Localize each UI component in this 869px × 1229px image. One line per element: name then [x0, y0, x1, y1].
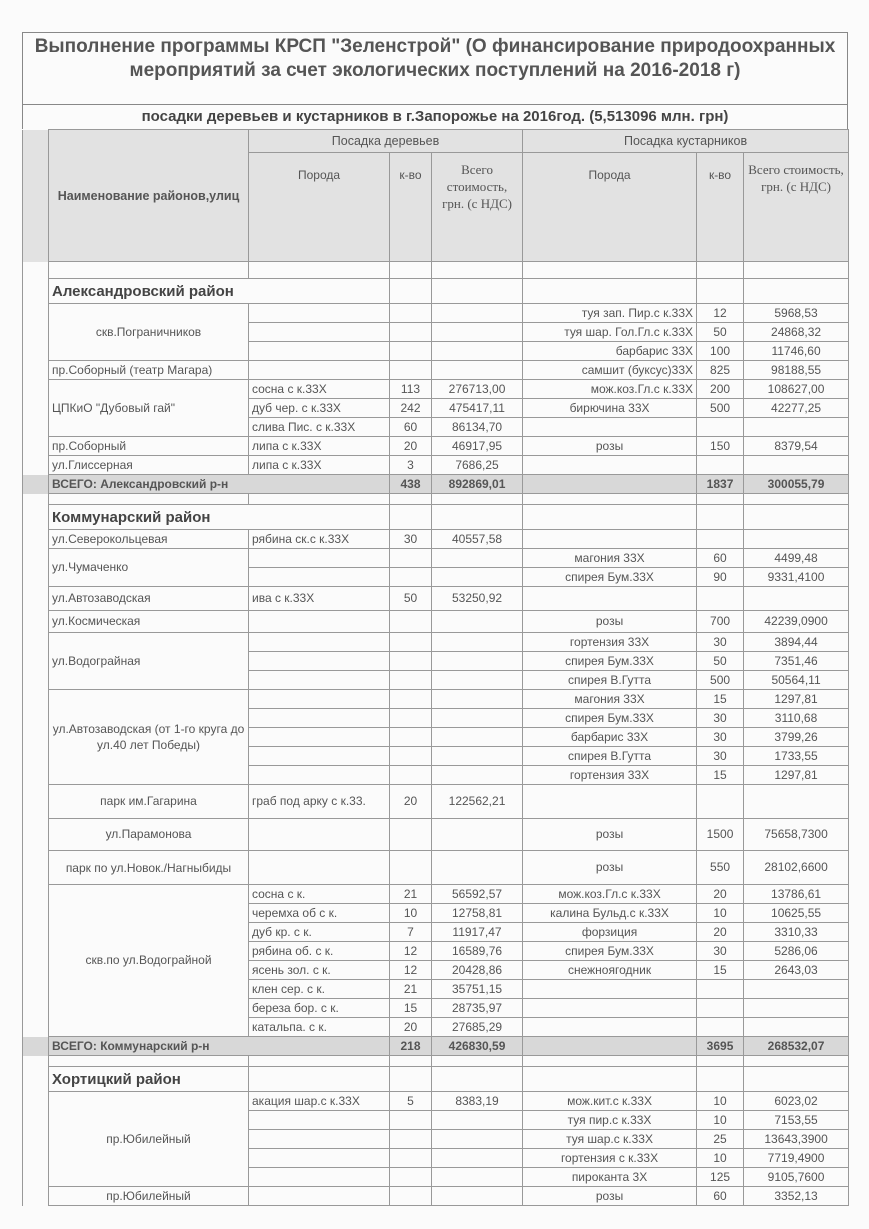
tree-breed: ясень зол. с к. — [249, 961, 390, 980]
shrub-breed: спирея В.Гутта — [523, 671, 697, 690]
shrub-cost: 10625,55 — [744, 904, 849, 923]
place-name: парк по ул.Новок./Нагныбиды — [49, 851, 249, 885]
tree-breed: липа с к.33Х — [249, 437, 390, 456]
shrub-qty: 50 — [697, 323, 744, 342]
header-shrubs-group: Посадка кустарников — [523, 130, 849, 153]
tree-cost: 53250,92 — [432, 587, 523, 611]
shrub-cost: 3894,44 — [744, 633, 849, 652]
shrub-qty: 500 — [697, 399, 744, 418]
table-row — [23, 633, 849, 652]
shrub-qty: 150 — [697, 437, 744, 456]
header-name: Наименование районов,улиц — [49, 130, 249, 262]
shrub-qty: 10 — [697, 1149, 744, 1168]
shrub-qty: 30 — [697, 747, 744, 766]
tree-breed: слива Пис. с к.33Х — [249, 418, 390, 437]
shrub-qty: 1500 — [697, 819, 744, 851]
shrub-qty: 20 — [697, 923, 744, 942]
shrub-breed: гортензия 33Х — [523, 633, 697, 652]
place-name: пр.Юбилейный — [49, 1092, 249, 1187]
tree-cost: 46917,95 — [432, 437, 523, 456]
shrub-breed: мож.коз.Гл.с к.33Х — [523, 885, 697, 904]
tree-qty: 3 — [390, 456, 432, 475]
total-row — [23, 1037, 849, 1056]
tree-breed: акация шар.с к.33Х — [249, 1092, 390, 1111]
table-row — [23, 549, 849, 568]
tree-breed: дуб кр. с к. — [249, 923, 390, 942]
total-shrub-cost: 268532,07 — [744, 1037, 849, 1056]
header-shrub-cost: Всего стоимость, грн. (с НДС) — [744, 153, 849, 262]
header-strip — [23, 130, 49, 262]
total-tree-qty: 218 — [390, 1037, 432, 1056]
tree-qty: 242 — [390, 399, 432, 418]
shrub-cost: 42277,25 — [744, 399, 849, 418]
shrub-qty: 500 — [697, 671, 744, 690]
shrub-qty: 30 — [697, 728, 744, 747]
tree-cost: 8383,19 — [432, 1092, 523, 1111]
place-name: ЦПКиО "Дубовый гай" — [49, 380, 249, 437]
total-tree-cost: 892869,01 — [432, 475, 523, 494]
shrub-qty: 825 — [697, 361, 744, 380]
shrub-cost: 7719,4900 — [744, 1149, 849, 1168]
tree-cost: 27685,29 — [432, 1018, 523, 1037]
tree-breed: ива с к.33Х — [249, 587, 390, 611]
shrub-qty: 30 — [697, 633, 744, 652]
shrub-qty: 90 — [697, 568, 744, 587]
shrub-cost: 28102,6600 — [744, 851, 849, 885]
shrub-qty: 30 — [697, 942, 744, 961]
shrub-breed: туя шар.с к.33Х — [523, 1130, 697, 1149]
shrub-cost: 3799,26 — [744, 728, 849, 747]
tree-cost: 276713,00 — [432, 380, 523, 399]
shrub-breed: розы — [523, 1187, 697, 1206]
tree-qty: 20 — [390, 785, 432, 819]
tree-qty: 21 — [390, 980, 432, 999]
tree-breed: липа с к.33Х — [249, 456, 390, 475]
tree-breed: сосна с к.33Х — [249, 380, 390, 399]
shrub-cost: 42239,0900 — [744, 611, 849, 633]
shrub-qty: 125 — [697, 1168, 744, 1187]
shrub-qty: 100 — [697, 342, 744, 361]
shrub-breed: мож.коз.Гл.с к.33Х — [523, 380, 697, 399]
shrub-breed: розы — [523, 611, 697, 633]
place-name: пр.Юбилейный — [49, 1187, 249, 1206]
tree-breed: сосна с к. — [249, 885, 390, 904]
table-row — [23, 819, 849, 851]
shrub-qty: 15 — [697, 690, 744, 709]
shrub-cost: 24868,32 — [744, 323, 849, 342]
place-name: ул.Автозаводская (от 1-го круга до ул.40 лет Победы) — [49, 690, 249, 785]
total-tree-cost: 426830,59 — [432, 1037, 523, 1056]
planting-table — [22, 129, 849, 1206]
shrub-qty: 15 — [697, 766, 744, 785]
shrub-cost: 13786,61 — [744, 885, 849, 904]
table-row — [23, 361, 849, 380]
shrub-cost: 2643,03 — [744, 961, 849, 980]
place-name: скв.Пограничников — [49, 304, 249, 361]
tree-cost: 35751,15 — [432, 980, 523, 999]
table-row — [23, 851, 849, 885]
table-row — [23, 690, 849, 709]
place-name: ул.Автозаводская — [49, 587, 249, 611]
place-name: парк им.Гагарина — [49, 785, 249, 819]
shrub-qty: 12 — [697, 304, 744, 323]
tree-qty: 21 — [390, 885, 432, 904]
table-row — [23, 380, 849, 399]
shrub-breed: спирея Бум.33Х — [523, 568, 697, 587]
place-name: ул.Северокольцевая — [49, 530, 249, 549]
shrub-cost: 5286,06 — [744, 942, 849, 961]
district-name: Хортицкий район — [49, 1067, 249, 1092]
tree-breed: черемха об с к. — [249, 904, 390, 923]
shrub-cost: 50564,11 — [744, 671, 849, 690]
tree-qty: 20 — [390, 437, 432, 456]
table-row — [23, 530, 849, 549]
shrub-breed: пироканта 3Х — [523, 1168, 697, 1187]
shrub-breed: розы — [523, 851, 697, 885]
shrub-breed: магония 33Х — [523, 549, 697, 568]
shrub-breed: туя шар. Гол.Гл.с к.33Х — [523, 323, 697, 342]
tree-cost: 11917,47 — [432, 923, 523, 942]
shrub-breed: бирючина 33Х — [523, 399, 697, 418]
place-name: скв.по ул.Водограйной — [49, 885, 249, 1037]
shrub-cost: 5968,53 — [744, 304, 849, 323]
total-shrub-qty: 3695 — [697, 1037, 744, 1056]
shrub-breed: форзиция — [523, 923, 697, 942]
tree-qty: 60 — [390, 418, 432, 437]
tree-cost: 475417,11 — [432, 399, 523, 418]
shrub-cost: 1297,81 — [744, 766, 849, 785]
total-row — [23, 475, 849, 494]
shrub-cost: 3352,13 — [744, 1187, 849, 1206]
shrub-cost: 13643,3900 — [744, 1130, 849, 1149]
header-row-groups — [23, 130, 849, 153]
shrub-breed: спирея Бум.33Х — [523, 942, 697, 961]
shrub-breed: снежноягодник — [523, 961, 697, 980]
tree-qty: 12 — [390, 961, 432, 980]
tree-cost: 12758,81 — [432, 904, 523, 923]
shrub-cost: 6023,02 — [744, 1092, 849, 1111]
place-name: ул.Космическая — [49, 611, 249, 633]
shrub-breed: калина Бульд.с к.33Х — [523, 904, 697, 923]
tree-breed: рябина ск.с к.33Х — [249, 530, 390, 549]
shrub-qty: 10 — [697, 904, 744, 923]
header-shrub-breed: Порода — [523, 153, 697, 262]
tree-qty: 10 — [390, 904, 432, 923]
total-label: ВСЕГО: Александровский р-н — [49, 475, 390, 494]
tree-qty: 15 — [390, 999, 432, 1018]
shrub-breed: туя пир.с к.33Х — [523, 1111, 697, 1130]
place-name: ул.Глиссерная — [49, 456, 249, 475]
tree-qty: 113 — [390, 380, 432, 399]
shrub-qty: 550 — [697, 851, 744, 885]
total-shrub-qty: 1837 — [697, 475, 744, 494]
tree-breed: клен сер. с к. — [249, 980, 390, 999]
shrub-qty: 50 — [697, 652, 744, 671]
shrub-cost: 75658,7300 — [744, 819, 849, 851]
district-row — [23, 505, 849, 530]
table-row — [23, 304, 849, 323]
tree-cost: 16589,76 — [432, 942, 523, 961]
place-name: ул.Чумаченко — [49, 549, 249, 587]
header-tree-qty: к-во — [390, 153, 432, 262]
tree-cost: 56592,57 — [432, 885, 523, 904]
tree-cost: 28735,97 — [432, 999, 523, 1018]
shrub-cost: 98188,55 — [744, 361, 849, 380]
place-name: ул.Парамонова — [49, 819, 249, 851]
shrub-breed: розы — [523, 819, 697, 851]
table-row — [23, 885, 849, 904]
shrub-breed: розы — [523, 437, 697, 456]
shrub-cost: 108627,00 — [744, 380, 849, 399]
shrub-breed: барбарис 33Х — [523, 728, 697, 747]
tree-cost: 20428,86 — [432, 961, 523, 980]
shrub-qty: 20 — [697, 885, 744, 904]
district-row — [23, 279, 849, 304]
tree-qty: 50 — [390, 587, 432, 611]
document-title: Выполнение программы КРСП "Зеленстрой" (О финансирование природоохранных мероприятий за счет экологических поступлений на 2016-2018 г) — [22, 32, 848, 104]
table-row — [23, 1092, 849, 1111]
tree-qty: 12 — [390, 942, 432, 961]
tree-cost: 7686,25 — [432, 456, 523, 475]
shrub-cost: 1733,55 — [744, 747, 849, 766]
document-subtitle: посадки деревьев и кустарников в г.Запорожье на 2016год. (5,513096 млн. грн) — [22, 104, 848, 129]
total-tree-qty: 438 — [390, 475, 432, 494]
table-row — [23, 785, 849, 819]
shrub-cost: 3110,68 — [744, 709, 849, 728]
shrub-breed: мож.кит.с к.33Х — [523, 1092, 697, 1111]
shrub-breed: гортензия 33Х — [523, 766, 697, 785]
tree-qty: 20 — [390, 1018, 432, 1037]
shrub-qty: 30 — [697, 709, 744, 728]
shrub-breed: туя зап. Пир.с к.33Х — [523, 304, 697, 323]
shrub-breed: гортензия с к.33Х — [523, 1149, 697, 1168]
header-shrub-qty: к-во — [697, 153, 744, 262]
district-row — [23, 1067, 849, 1092]
district-name: Коммунарский район — [49, 505, 390, 530]
shrub-cost: 9331,4100 — [744, 568, 849, 587]
shrub-cost: 1297,81 — [744, 690, 849, 709]
district-name: Александровский район — [49, 279, 390, 304]
document — [22, 32, 848, 1206]
table-row — [23, 456, 849, 475]
shrub-cost: 4499,48 — [744, 549, 849, 568]
table-row — [23, 1187, 849, 1206]
shrub-breed: спирея Бум.33Х — [523, 652, 697, 671]
table-row — [23, 437, 849, 456]
shrub-qty: 10 — [697, 1092, 744, 1111]
shrub-cost: 8379,54 — [744, 437, 849, 456]
tree-breed: граб под арку с к.33. — [249, 785, 390, 819]
shrub-cost: 9105,7600 — [744, 1168, 849, 1187]
shrub-qty: 15 — [697, 961, 744, 980]
shrub-cost: 11746,60 — [744, 342, 849, 361]
shrub-cost: 7351,46 — [744, 652, 849, 671]
header-trees-group: Посадка деревьев — [249, 130, 523, 153]
tree-breed: рябина об. с к. — [249, 942, 390, 961]
shrub-qty: 700 — [697, 611, 744, 633]
tree-breed: катальпа. с к. — [249, 1018, 390, 1037]
tree-qty: 7 — [390, 923, 432, 942]
table-row — [23, 611, 849, 633]
place-name: пр.Соборный (театр Магара) — [49, 361, 249, 380]
shrub-qty: 60 — [697, 549, 744, 568]
header-tree-breed: Порода — [249, 153, 390, 262]
shrub-qty: 10 — [697, 1111, 744, 1130]
shrub-breed: магония 33Х — [523, 690, 697, 709]
tree-breed: береза бор. с к. — [249, 999, 390, 1018]
blank-row — [23, 262, 849, 279]
tree-cost: 122562,21 — [432, 785, 523, 819]
shrub-cost: 7153,55 — [744, 1111, 849, 1130]
tree-cost: 40557,58 — [432, 530, 523, 549]
shrub-breed: барбарис 33Х — [523, 342, 697, 361]
tree-qty: 30 — [390, 530, 432, 549]
total-label: ВСЕГО: Коммунарский р-н — [49, 1037, 390, 1056]
place-name: пр.Соборный — [49, 437, 249, 456]
shrub-breed: спирея Бум.33Х — [523, 709, 697, 728]
shrub-breed: спирея В.Гутта — [523, 747, 697, 766]
tree-breed: дуб чер. с к.33Х — [249, 399, 390, 418]
header-tree-cost: Всего стоимость, грн. (с НДС) — [432, 153, 523, 262]
shrub-qty: 200 — [697, 380, 744, 399]
shrub-qty: 60 — [697, 1187, 744, 1206]
tree-qty: 5 — [390, 1092, 432, 1111]
shrub-cost: 3310,33 — [744, 923, 849, 942]
table-row — [23, 587, 849, 611]
shrub-qty: 25 — [697, 1130, 744, 1149]
place-name: ул.Водограйная — [49, 633, 249, 690]
total-shrub-cost: 300055,79 — [744, 475, 849, 494]
tree-cost: 86134,70 — [432, 418, 523, 437]
shrub-breed: самшит (буксус)33Х — [523, 361, 697, 380]
